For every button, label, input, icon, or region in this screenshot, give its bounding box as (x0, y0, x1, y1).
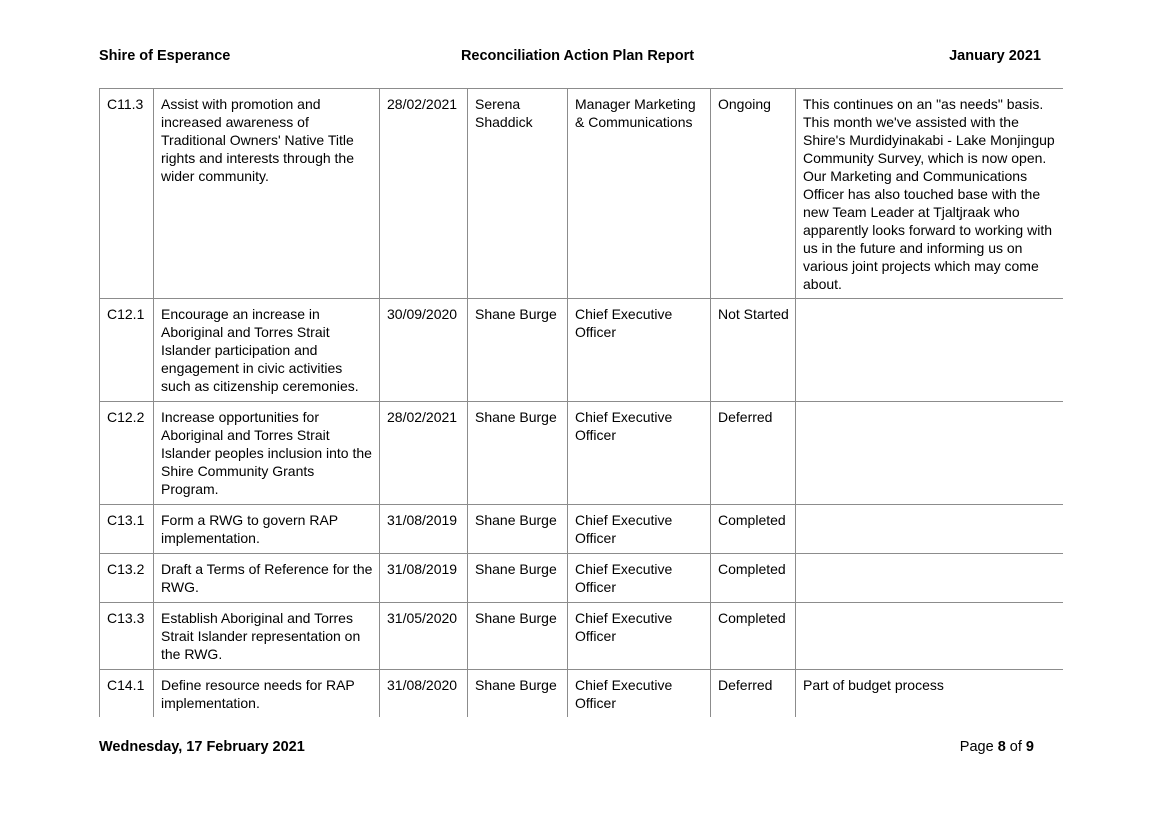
cell-due-date: 28/02/2021 (380, 89, 468, 299)
cell-action-description: Encourage an increase in Aboriginal and Torres Strait Islander participation and engagement in civic activities such as citizenship ceremonies. (154, 299, 380, 402)
cell-comment: This continues on an "as needs" basis. This month we've assisted with the Shire's Murdidyinakabi - Lake Monjingup Community Survey, which is now open. Our Marketing and Communications Officer has also touched base with the new Team Leader at Tjaltjraak who apparently looks forward to working with us in the future and informing us on various joint projects which may come about. (796, 89, 1064, 299)
cell-action-id: C13.3 (100, 603, 154, 670)
cell-role: Chief Executive Officer (568, 670, 711, 718)
cell-role: Chief Executive Officer (568, 554, 711, 603)
table-row (100, 402, 1064, 505)
cell-role: Manager Marketing & Communications (568, 89, 711, 299)
cell-status: Not Started (711, 299, 796, 402)
cell-comment (796, 299, 1064, 402)
cell-comment (796, 402, 1064, 505)
footer-date: Wednesday, 17 February 2021 (99, 739, 305, 755)
table-row (100, 89, 1064, 299)
cell-due-date: 30/09/2020 (380, 299, 468, 402)
cell-action-id: C12.1 (100, 299, 154, 402)
cell-action-description: Draft a Terms of Reference for the RWG. (154, 554, 380, 603)
page-current: 8 (997, 739, 1006, 755)
cell-due-date: 31/08/2019 (380, 554, 468, 603)
header-period: January 2021 (949, 48, 1041, 64)
table-row (100, 554, 1064, 603)
cell-comment (796, 505, 1064, 554)
cell-responsible-person: Shane Burge (468, 670, 568, 718)
cell-action-id: C14.1 (100, 670, 154, 718)
header-organisation: Shire of Esperance (99, 48, 231, 64)
cell-due-date: 31/08/2020 (380, 670, 468, 718)
cell-role: Chief Executive Officer (568, 603, 711, 670)
cell-comment (796, 603, 1064, 670)
table-row (100, 299, 1064, 402)
cell-role: Chief Executive Officer (568, 402, 711, 505)
cell-action-description: Increase opportunities for Aboriginal and Torres Strait Islander peoples inclusion into the Shire Community Grants Program. (154, 402, 380, 505)
cell-due-date: 28/02/2021 (380, 402, 468, 505)
cell-action-id: C11.3 (100, 89, 154, 299)
cell-status: Deferred (711, 670, 796, 718)
cell-status: Completed (711, 603, 796, 670)
cell-due-date: 31/05/2020 (380, 603, 468, 670)
cell-role: Chief Executive Officer (568, 299, 711, 402)
page-separator: of (1005, 739, 1026, 755)
cell-role: Chief Executive Officer (568, 505, 711, 554)
footer-page-number (960, 739, 1034, 755)
action-table (99, 88, 1063, 717)
cell-action-id: C13.2 (100, 554, 154, 603)
cell-status: Completed (711, 554, 796, 603)
cell-responsible-person: Shane Burge (468, 603, 568, 670)
table-row (100, 603, 1064, 670)
cell-action-description: Assist with promotion and increased awareness of Traditional Owners' Native Title rights and interests through the wider community. (154, 89, 380, 299)
cell-action-id: C13.1 (100, 505, 154, 554)
page-label: Page (959, 739, 998, 755)
header-report-title: Reconciliation Action Plan Report (460, 48, 695, 64)
cell-action-description: Form a RWG to govern RAP implementation. (154, 505, 380, 554)
cell-status: Ongoing (711, 89, 796, 299)
cell-comment (796, 554, 1064, 603)
table-row (100, 505, 1064, 554)
page-total: 9 (1025, 739, 1034, 755)
cell-status: Deferred (711, 402, 796, 505)
cell-responsible-person: Shane Burge (468, 402, 568, 505)
cell-comment: Part of budget process (796, 670, 1064, 718)
cell-responsible-person: Serena Shaddick (468, 89, 568, 299)
cell-responsible-person: Shane Burge (468, 505, 568, 554)
table-row (100, 670, 1064, 718)
cell-responsible-person: Shane Burge (468, 299, 568, 402)
cell-action-id: C12.2 (100, 402, 154, 505)
action-table-container (99, 88, 1063, 717)
cell-due-date: 31/08/2019 (380, 505, 468, 554)
cell-responsible-person: Shane Burge (468, 554, 568, 603)
cell-status: Completed (711, 505, 796, 554)
cell-action-description: Establish Aboriginal and Torres Strait Islander representation on the RWG. (154, 603, 380, 670)
cell-action-description: Define resource needs for RAP implementation. (154, 670, 380, 718)
